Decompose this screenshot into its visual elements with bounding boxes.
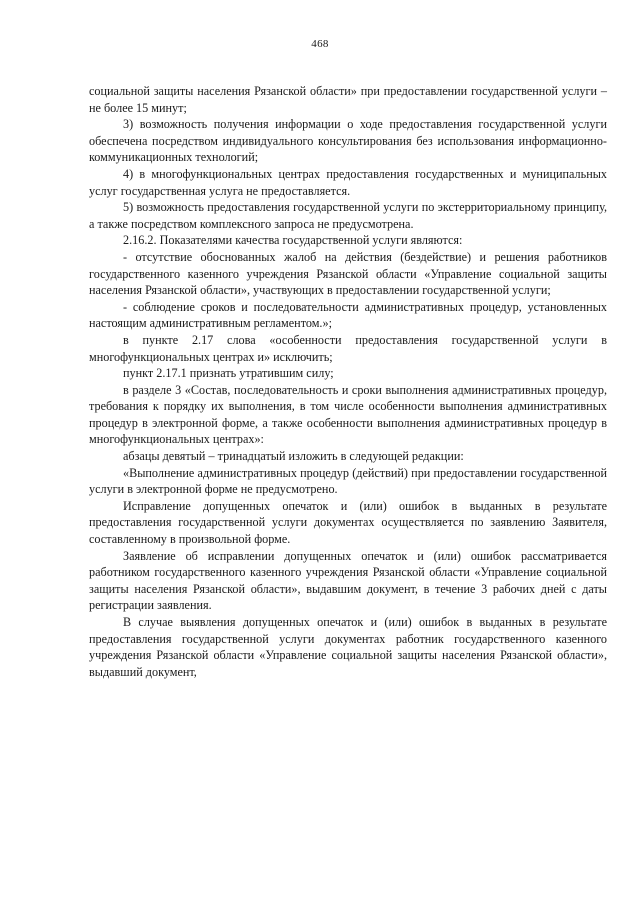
paragraph-error-correction: Исправление допущенных опечаток и (или) ошибок в выданных в результате предоставления государственной услуги документах осуществляется по заявлению Заявителя, составленному в произвольной форме. — [89, 498, 607, 547]
paragraph-quality-indicator-2: - соблюдение сроков и последовательности административных процедур, установленных настоящим административным регламентом.»; — [89, 299, 607, 331]
paragraph-section-2-17: в пункте 2.17 слова «особенности предоставления государственной услуги в многофункциональных центрах и» исключить; — [89, 332, 607, 364]
paragraph-item-5: 5) возможность предоставления государственной услуги по экстерриториальному принципу, а также посредством комплексного запроса не предусмотрена. — [89, 200, 607, 231]
paragraph-error-application: Заявление об исправлении допущенных опечаток и (или) ошибок рассматривается работником государственного казенного учреждения Рязанской области «Управление социальной защиты населения Рязанской области», выдавшим документ, в течение 3 рабочих дней с даты регистрации заявления. — [89, 548, 607, 613]
paragraph-section-2-17-1: пункт 2.17.1 признать утратившим силу; — [123, 366, 334, 381]
paragraph-section-2-16-2: 2.16.2. Показателями качества государственной услуги являются: — [123, 233, 463, 248]
paragraph-error-detection: В случае выявления допущенных опечаток и (или) ошибок в выданных в результате предоставления государственной услуги документах работник государственного казенного учреждения Рязанской области «Управление социальной защиты населения Рязанской области», выдавший документ, — [89, 615, 607, 679]
paragraph-item-4: 4) в многофункциональных центрах предоставления государственных и муниципальных услуг государственная услуга не предоставляется. — [89, 166, 607, 198]
paragraph-quality-indicator-1: - отсутствие обоснованных жалоб на действия (бездействие) и решения работников государственного казенного учреждения Рязанской области «Управление социальной защиты населения Рязанской области», участвующих в предоставлении государственной услуги; — [89, 249, 607, 298]
paragraph-continuation: социальной защиты населения Рязанской области» при предоставлении государственной услуги – не более 15 минут; — [89, 84, 607, 115]
page-number: 468 — [311, 38, 329, 50]
document-body — [89, 83, 607, 680]
paragraph-section-3: в разделе 3 «Состав, последовательность и сроки выполнения административных процедур, требования к порядку их выполнения, в том числе особенности выполнения административных процедур в электронной форме, а также особенности выполнения административных процедур в многофункциональных центрах»: — [89, 382, 607, 447]
paragraph-amendment-intro: абзацы девятый – тринадцатый изложить в следующей редакции: — [123, 449, 464, 464]
paragraph-item-3: 3) возможность получения информации о ходе предоставления государственной услуги обеспечена посредством индивидуального консультирования без использования информационно-коммуникационных технологий; — [89, 117, 607, 165]
paragraph-electronic-form: «Выполнение административных процедур (действий) при предоставлении государственной услуги в электронной форме не предусмотрено. — [89, 465, 607, 497]
